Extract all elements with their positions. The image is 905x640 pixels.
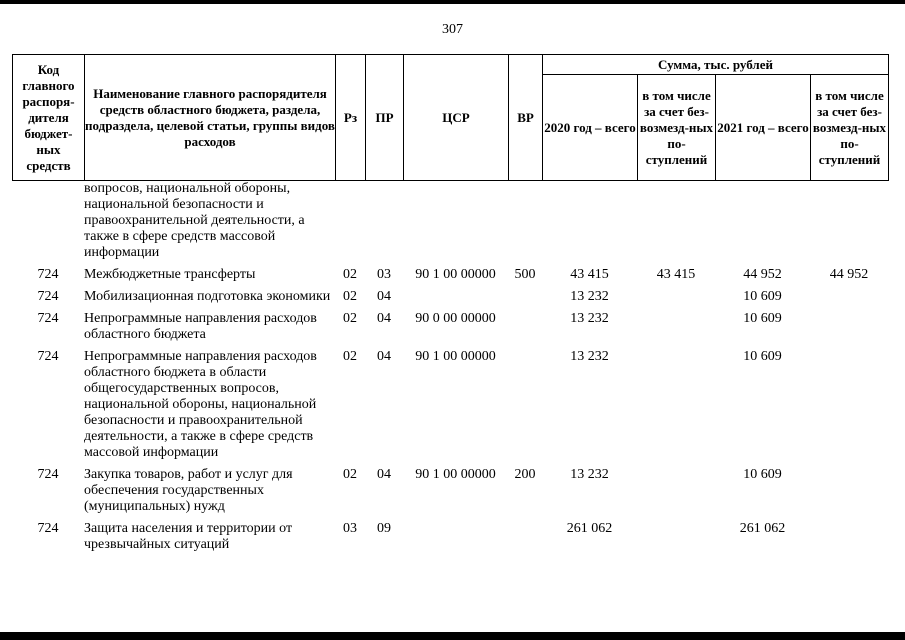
cell-sum-2021: 10 609 — [743, 289, 782, 304]
cell-csr — [403, 283, 508, 305]
cell-code: 724 — [37, 267, 59, 282]
cell-name: Межбюджетные трансферты — [84, 267, 256, 282]
cell-rz: 02 — [343, 349, 357, 364]
cell-sum-2021 — [715, 181, 810, 261]
cell-code: 724 — [37, 289, 59, 304]
cell-csr: 90 1 00 00000 — [415, 267, 496, 282]
table-body — [12, 181, 888, 553]
cell-pr: 09 — [377, 521, 391, 536]
cell-sum-2020-free — [637, 305, 715, 343]
cell-pr — [365, 181, 403, 261]
header-sum-group: Сумма, тыс. рублей — [543, 55, 889, 75]
cell-sum-2020: 13 232 — [570, 467, 609, 482]
table-row — [12, 515, 888, 553]
cell-sum-2020 — [542, 181, 637, 261]
cell-sum-2020-free — [637, 461, 715, 515]
bottom-rule — [0, 632, 905, 640]
cell-vr — [508, 343, 542, 461]
cell-sum-2021: 10 609 — [743, 349, 782, 364]
cell-code: 724 — [37, 467, 59, 482]
cell-csr: 90 1 00 00000 — [415, 349, 496, 364]
cell-code — [12, 181, 84, 261]
cell-rz: 02 — [343, 311, 357, 326]
cell-vr — [508, 283, 542, 305]
cell-code: 724 — [37, 349, 59, 364]
cell-sum-2021-free — [810, 181, 888, 261]
cell-csr — [403, 515, 508, 553]
cell-vr: 500 — [514, 267, 536, 282]
cell-name: Непрограммные направления расходов областного бюджета — [84, 311, 317, 342]
cell-csr — [403, 181, 508, 261]
table-row — [12, 181, 888, 261]
table-row — [12, 261, 888, 283]
header-2020-total: 2020 год – всего — [543, 75, 638, 181]
cell-rz: 02 — [343, 467, 357, 482]
cell-sum-2021-free — [810, 343, 888, 461]
cell-sum-2020: 43 415 — [570, 267, 609, 282]
cell-code: 724 — [37, 521, 59, 536]
cell-rz: 02 — [343, 267, 357, 282]
header-name: Наименование главного распорядителя средств областного бюджета, раздела, подраздела, целевой статьи, группы видов расходов — [85, 55, 336, 181]
header-2020-free: в том числе за счет без-возмезд-ных по-ступлений — [638, 75, 716, 181]
cell-sum-2020: 13 232 — [570, 289, 609, 304]
cell-sum-2021: 261 062 — [739, 521, 786, 536]
table-row — [12, 283, 888, 305]
cell-rz: 03 — [343, 521, 357, 536]
cell-sum-2021: 10 609 — [743, 311, 782, 326]
page-number: 307 — [442, 22, 463, 37]
cell-sum-2021-free — [810, 515, 888, 553]
cell-sum-2021-free — [810, 305, 888, 343]
cell-pr: 04 — [377, 289, 391, 304]
cell-pr: 04 — [377, 349, 391, 364]
cell-rz: 02 — [343, 289, 357, 304]
cell-name: вопросов, национальной обороны, национальной безопасности и правоохранительной деятельности, а также в сфере средств массовой информации — [84, 181, 305, 260]
header-code: Код главного распоря-дителя бюджет-ных средств — [13, 55, 85, 181]
cell-sum-2020-free — [637, 515, 715, 553]
cell-sum-2020-free: 43 415 — [656, 267, 696, 282]
cell-vr — [508, 305, 542, 343]
cell-sum-2020-free — [637, 181, 715, 261]
cell-sum-2020: 13 232 — [570, 311, 609, 326]
cell-rz — [335, 181, 365, 261]
cell-vr — [508, 181, 542, 261]
header-csr: ЦСР — [404, 55, 509, 181]
cell-sum-2020-free — [637, 283, 715, 305]
header-rz: Рз — [336, 55, 366, 181]
header-pr: ПР — [366, 55, 404, 181]
table-row — [12, 461, 888, 515]
cell-sum-2021: 44 952 — [743, 267, 782, 282]
cell-pr: 04 — [377, 311, 391, 326]
cell-csr: 90 1 00 00000 — [415, 467, 496, 482]
header-2021-free: в том числе за счет без-возмезд-ных по-ступлений — [811, 75, 889, 181]
cell-pr: 04 — [377, 467, 391, 482]
table-row — [12, 305, 888, 343]
header-vr: ВР — [509, 55, 543, 181]
cell-vr: 200 — [514, 467, 536, 482]
cell-code: 724 — [37, 311, 59, 326]
cell-pr: 03 — [377, 267, 391, 282]
top-rule — [0, 0, 905, 4]
cell-vr — [508, 515, 542, 553]
table-row — [12, 343, 888, 461]
cell-sum-2021: 10 609 — [743, 467, 782, 482]
cell-csr: 90 0 00 00000 — [415, 311, 496, 326]
cell-sum-2021-free — [810, 461, 888, 515]
cell-name: Защита населения и территории от чрезвычайных ситуаций — [84, 521, 293, 552]
cell-sum-2021-free — [810, 283, 888, 305]
cell-sum-2020-free — [637, 343, 715, 461]
cell-name: Мобилизационная подготовка экономики — [84, 289, 331, 304]
cell-name: Закупка товаров, работ и услуг для обеспечения государственных (муниципальных) нужд — [84, 467, 293, 514]
cell-name: Непрограммные направления расходов областного бюджета в области общегосударственных вопросов, национальной обороны, национальной безопасности и правоохранительной деятельности, а также в сфере средств массовой информации — [84, 349, 317, 460]
cell-sum-2020: 261 062 — [566, 521, 613, 536]
cell-sum-2021-free: 44 952 — [829, 267, 869, 282]
cell-sum-2020: 13 232 — [570, 349, 609, 364]
header-2021-total: 2021 год – всего — [716, 75, 811, 181]
table-header — [12, 54, 889, 181]
